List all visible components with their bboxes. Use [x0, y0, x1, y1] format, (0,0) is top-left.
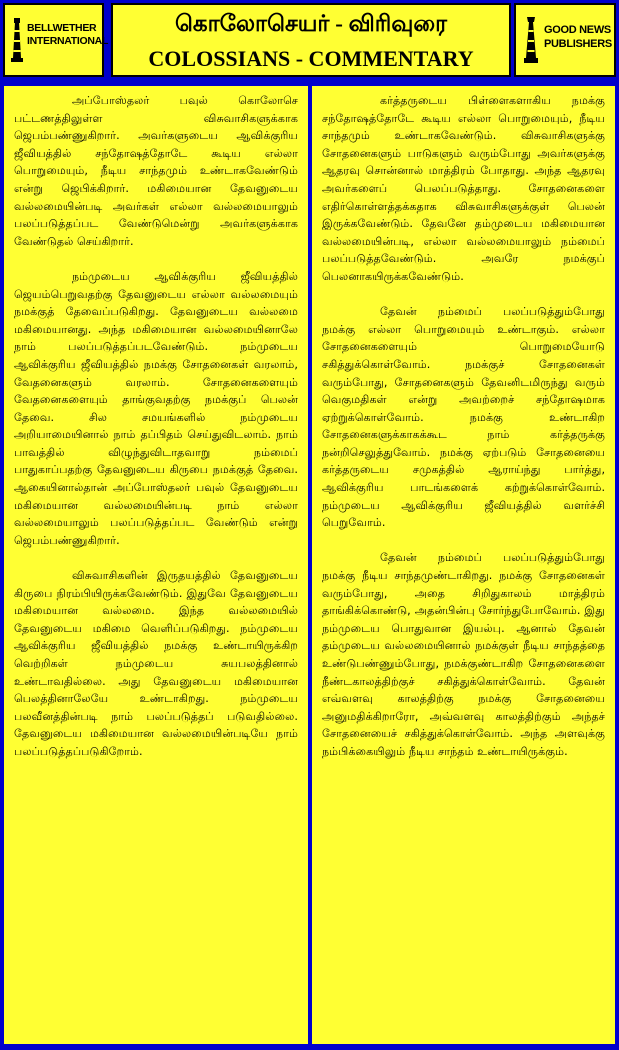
- lighthouse-icon: [9, 18, 25, 62]
- title-box: [111, 3, 511, 77]
- right-paragraph-1: கர்த்தருடைய பிள்ளைகளாகிய நமக்கு சந்தோஷத்தோடே கூடிய எல்லா பொறுமையும், நீடிய சாந்தமும் உண்டாகவேண்டும். விசுவாசிகளுக்கு சோதனைகளும் பாடுகளும் வரும்போது அவர்களுக்கு ஆதரவு சொன்னால் மாத்திரம் போதாது. அந்த ஆதரவு அவர்களைப் பெலப்படுத்தாது. சோதனைகளை எதிர்கொள்ளத்தக்கதாக விசுவாசிகளுக்குள் பெலன் இருக்கவேண்டும். தேவனே தம்முடைய மகிமையான வல்லமையின்படி, எல்லா வல்லமையாலும் நம்மைப் பலப்படுத்தவேண்டும். அவரே நமக்குப் பெலனாகயிருக்கவேண்டும்.: [322, 94, 605, 283]
- right-paragraph-2: தேவன் நம்மைப் பலப்படுத்தும்போது நமக்கு எல்லா பொறுமையும் உண்டாகும். எல்லா சோதனைகளையும் பொறுமையோடு சகித்துக்கொள்வோம். நமக்குச் சோதனைகள் வரும்போது, சோதனைகளும் தேவனிடமிருந்து வரும் வெகுமதிகள் என்று அவற்றைச் சந்தோஷமாக ஏற்றுக்கொள்வோம். நமக்கு உண்டாகிற சோதனைகளுக்காகக்கூட நாம் கர்த்தருக்கு நன்றிசெலுத்துவோம். நமக்கு ஏற்படும் சோதனையை கர்த்தருடைய சமுகத்தில் ஆராய்ந்து பார்த்து, ஆவிக்குரிய பாடங்களைக் கற்றுக்கொள்வோம். நம்முடைய ஆவிக்குரிய ஜீவியத்தில் வளர்ச்சி பெறுவோம்.: [322, 305, 605, 530]
- left-column: [4, 86, 308, 1044]
- bellwether-logo-text: [27, 22, 108, 48]
- right-column: [312, 86, 615, 1044]
- lighthouse-icon: [522, 17, 540, 63]
- good-news-logo: [514, 3, 616, 77]
- logo-left-line1: BELLWETHER: [27, 22, 97, 34]
- left-paragraph-3: விசுவாசிகளின் இருதயத்தில் தேவனுடைய கிருபை நிரம்பியிருக்கவேண்டும். இதுவே தேவனுடைய மகிமையான வல்லமை. இந்த வல்லமையில் தேவனுடைய மகிமை வெளிப்படுகிறது. நம்முடைய ஆவிக்குரிய ஜீவியத்தில் நமக்கு உண்டாயிருக்கிற வெற்றிகள் நம்முடைய சுயபலத்தினால் உண்டாவதில்லை. அது தேவனுடைய மகிமையான பெலத்தினாலேயே உண்டாகிறது. நம்முடைய பலவீனத்தின்படி நாம் பலப்படுத்தப் படுவதில்லை. தேவனுடைய மகிமையான வல்லமையின்படியே நாம் பலப்படுத்தப்படுகிறோம்.: [14, 569, 298, 758]
- bellwether-logo: [3, 3, 109, 77]
- page-title-english: COLOSSIANS - COMMENTARY: [148, 46, 474, 71]
- logo-left-line2: INTERNATIONAL: [27, 35, 109, 47]
- logo-right-line2: PUBLISHERS: [544, 38, 612, 50]
- header: [0, 0, 619, 82]
- page-title-tamil: கொலோசெயர் - விரிவுரை: [175, 11, 447, 36]
- left-paragraph-2: நம்முடைய ஆவிக்குரிய ஜீவியத்தில் ஜெயம்பெறுவதற்கு தேவனுடைய எல்லா வல்லமையும் நமக்குத் தேவைப்படுகிறது. தேவனுடைய வல்லமை மகிமையானது. அந்த மகிமையான வல்லமையினாலே நாம் பலப்படுத்தப்படவேண்டும். நம்முடைய ஆவிக்குரிய ஜீவியத்தில் நமக்கு சோதனைகள் வரலாம், வேதனைகளும் வரலாம். சோதனைகளையும் வேதனைகளையும் தாங்குவதற்கு நமக்குப் பெலன் தேவை. சில சமயங்களில் நம்முடைய அறியாமையினால் நாம் தப்பிதம் செய்துவிடலாம். நாம் பாவத்தில் விழுந்துவிடாதவாறு நம்மைப் பாதுகாப்பதற்கு தேவனுடைய கிருபை நமக்குத் தேவை. ஆகையினால்தான் அப்போஸ்தலர் பவுல் தேவனுடைய மகிமையான வல்லமையின்படி நாம் எல்லா வல்லமையாலும் பலப்படுத்தப்பட வேண்டும் என்று ஜெபம்பண்ணுகிறார்.: [14, 269, 298, 547]
- right-paragraph-3: தேவன் நம்மைப் பலப்படுத்தும்போது நமக்கு நீடிய சாந்தமுண்டாகிறது. நமக்கு சோதனைகள் வரும்போது, அதை சிறிதுகாலம் மாத்திரம் தாங்கிக்கொண்டு, அதன்பின்பு சோர்ந்துபோவோம். இது நம்முடைய பொதுவான இயல்பு. ஆனால் தேவன் தம்முடைய வல்லமையினால் நமக்குள் நீடிய சாந்தத்தை உண்டுபண்ணும்போது, நமக்குண்டாகிற சோதனைகளை நீண்டகாலத்திற்குச் சகித்துக்கொள்வோம். தேவன் எவ்வளவு காலத்திற்கு நமக்கு சோதனையை அனுமதிக்கிறாரோ, அவ்வளவு காலத்திற்கும் அந்தச் சோதனையைச் சகித்துக்கொள்வோம். அந்த அளவுக்கு நம்பிக்கையிலும் நீடிய சாந்தம் உண்டாயிருக்கும்.: [322, 551, 605, 758]
- good-news-logo-text: [544, 23, 612, 51]
- logo-right-line1: GOOD NEWS: [544, 24, 611, 36]
- left-paragraph-1: அப்போஸ்தலர் பவுல் கொலோசெ பட்டணத்திலுள்ள விசுவாசிகளுக்காக ஜெபம்பண்ணுகிறார். அவர்களுடைய ஆவிக்குரிய ஜீவியத்தில் சந்தோஷத்தோடே கூடிய எல்லா பொறுமையும், நீடிய சாந்தமும் உண்டாகவேண்டும் என்று ஜெபிக்கிறார். மகிமையான தேவனுடைய வல்லமையின்படி அவர்கள் எல்லா வல்லமையாலும் பலப்படுத்தப்பட வேண்டுமென்று அவர்களுக்காக வேண்டுதல் செய்கிறார்.: [14, 94, 298, 248]
